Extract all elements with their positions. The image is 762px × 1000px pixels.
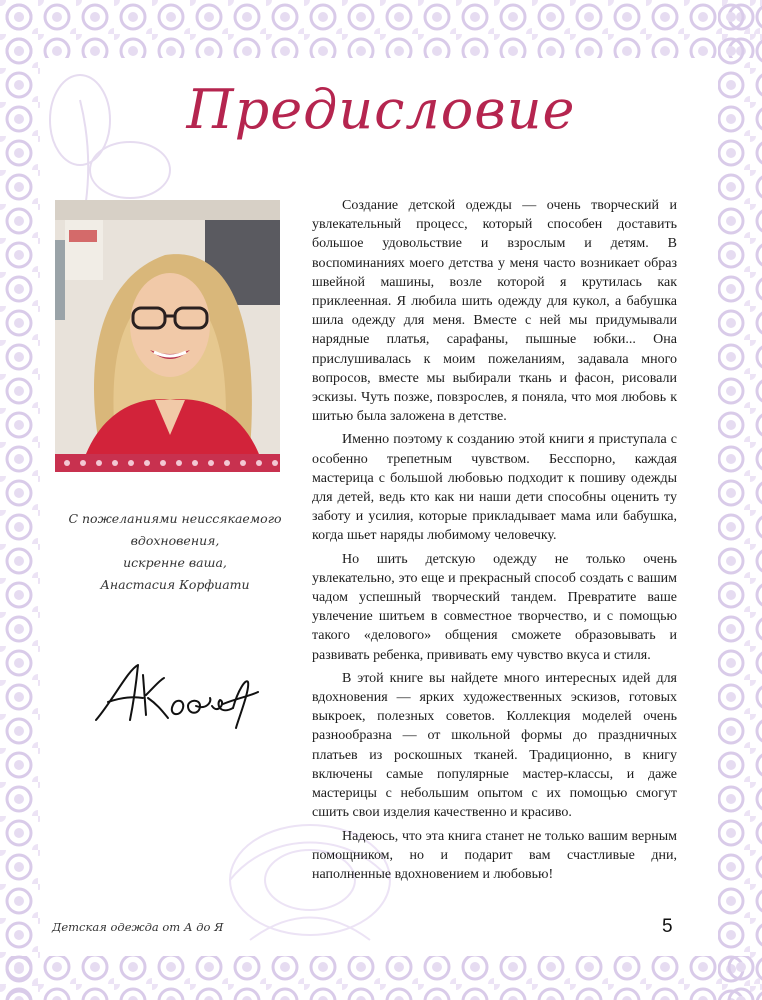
paragraph: Создание детской одежды — очень творческий и увлекательный процесс, который способен доставить большое удовольствие и взрослым и детям. В воспоминаниях моего детства у меня часто возникает образ швейной машины, возле которой я крутилась как приклеенная. Я любила шить одежду для кукол, а бабушка шила одежду для меня. Вместе с ней мы придумывали нарядные платья, сарафаны, пышные юбки... Она прислушивалась к моим пожеланиям, задавала много вопросов, вместе мы выбирали ткань и фасон, рисовали эскизы. Чуть позже, повзрослев, я поняла, что моя любовь к шитью была заложена в детстве. bbox=[312, 198, 677, 425]
paragraph: Но шить детскую одежду не только очень увлекательно, это еще и прекрасный способ создать с вашим чадом успешный творческий тандем. Превратите ваше увлечение шитьем в совместное творчество, и с помощью такого «делового» общения сможете образовывать и развивать ребенка, прививать ему чувство вкуса и стиля. bbox=[312, 551, 677, 663]
paragraph: Надеюсь, что эта книга станет не только вашим верным помощником, но и подарит вам счастливые дни, наполненные вдохновением и любовью! bbox=[312, 828, 677, 882]
running-footer: Детская одежда от А до Я bbox=[52, 920, 224, 934]
dedication-line: искренне ваша, bbox=[123, 555, 227, 570]
lace-border-top bbox=[0, 0, 762, 62]
lace-border-bottom bbox=[0, 950, 762, 1000]
page-title: Предисловие bbox=[186, 78, 576, 141]
author-photo bbox=[55, 200, 280, 472]
paragraph: В этой книге вы найдете много интересных идей для вдохновения — ярких художественных эскизов, готовых выкроек, полезных советов. Коллекция моделей очень разнообразна — от школьной формы до праздничных платьев из роскошных тканей. Традиционно, в книгу включены самые популярные мастер-классы, и даже мастерицы с небольшим опытом с их помощью смогут сшить свои изделия качественно и красиво. bbox=[312, 670, 677, 821]
preface-body bbox=[312, 196, 677, 888]
dedication-author: Анастасия Корфиати bbox=[100, 577, 250, 592]
page-number: 5 bbox=[662, 916, 673, 937]
lace-border-right bbox=[712, 0, 762, 1000]
paragraph: Именно поэтому к созданию этой книги я приступала с особенно трепетным чувством. Бесспорно, каждая мастерица с большой любовью подходит к пошиву одежды для детей, ведь кто как ни наши дети способны оценить ту заботу и усилия, которые прикладывает мама или бабушка, когда шьет наряды любимому человечку. bbox=[312, 432, 677, 544]
dedication-line: С пожеланиями неиссякаемого bbox=[68, 511, 282, 526]
lace-border-left bbox=[0, 0, 42, 1000]
handwritten-signature bbox=[88, 660, 263, 740]
dedication-line: вдохновения, bbox=[130, 533, 220, 548]
dedication bbox=[55, 508, 295, 596]
